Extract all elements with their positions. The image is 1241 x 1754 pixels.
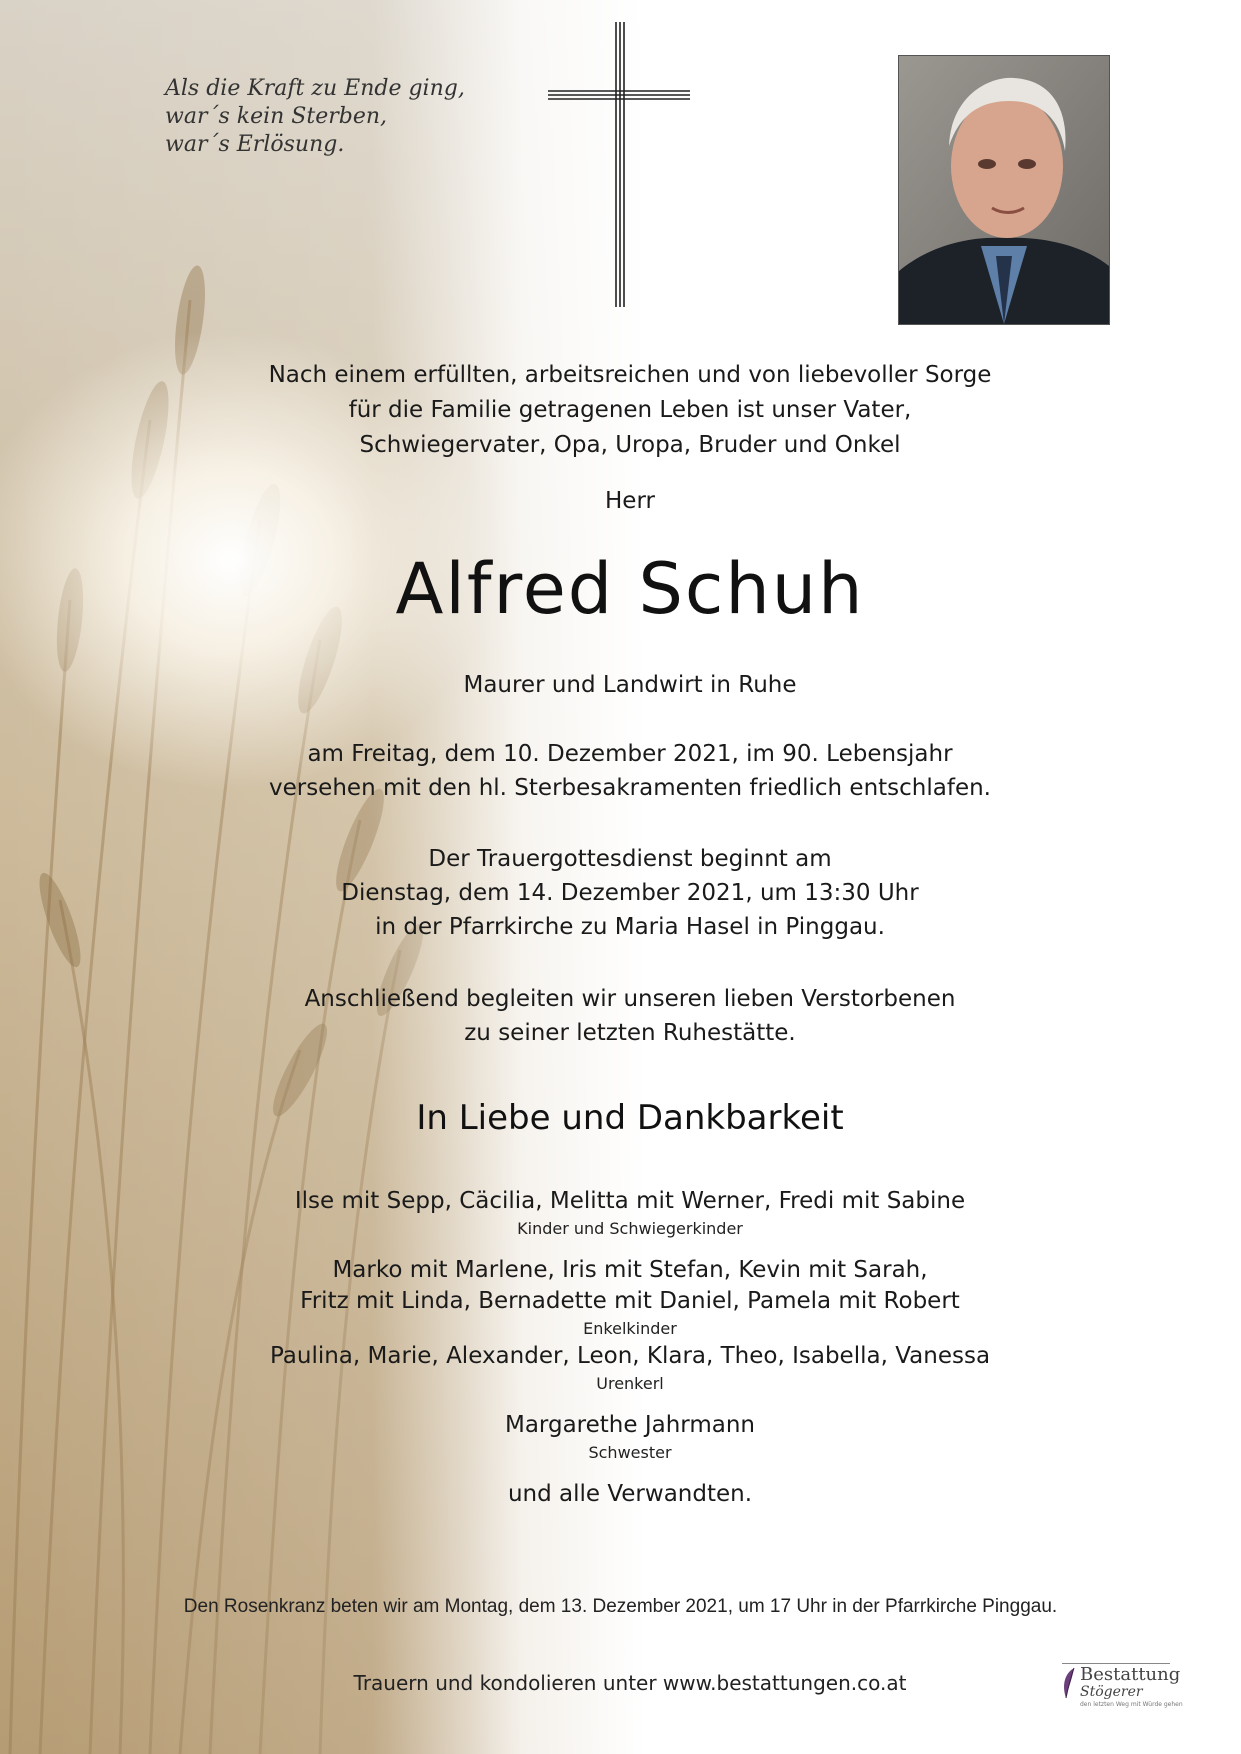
funeral-home-logo (1062, 1660, 1182, 1710)
rosary-notice: Den Rosenkranz beten wir am Montag, dem 13. Dezember 2021, um 17 Uhr in der Pfarrkirche Pinggau. (183, 1596, 1058, 1617)
poem-line: war´s kein Sterben, (165, 104, 388, 129)
logo-tagline: den letzten Weg mit Würde gehen (1080, 1701, 1183, 1708)
death-line: am Freitag, dem 10. Dezember 2021, im 90. Lebensjahr (307, 741, 953, 767)
service-line: Dienstag, dem 14. Dezember 2021, um 13:30 Uhr (341, 880, 919, 906)
poem-line: war´s Erlösung. (165, 132, 345, 157)
salutation: Herr (605, 488, 655, 514)
burial-notice (220, 982, 1040, 1050)
sister-label: Schwester (588, 1443, 672, 1462)
great-grandchildren-names: Paulina, Marie, Alexander, Leon, Klara, Theo, Isabella, Vanessa (269, 1343, 991, 1369)
burial-line: Anschließend begleiten wir unseren lieben Verstorbenen (304, 986, 956, 1012)
death-line: versehen mit den hl. Sterbesakramenten friedlich entschlafen. (268, 775, 991, 801)
sister-name: Margarethe Jahrmann (504, 1412, 755, 1438)
intro-line: Schwiegervater, Opa, Uropa, Bruder und Onkel (359, 432, 901, 458)
death-notice (220, 737, 1040, 805)
funeral-service (220, 842, 1040, 944)
children-label: Kinder und Schwiegerkinder (517, 1219, 743, 1238)
intro-line: Nach einem erfüllten, arbeitsreichen und von liebevoller Sorge (268, 362, 992, 388)
intro-text (220, 358, 1040, 463)
mourners-list (220, 1186, 1040, 1510)
grandchildren-label: Enkelkinder (583, 1319, 677, 1338)
relatives-line: und alle Verwandten. (507, 1481, 753, 1507)
intro-line: für die Familie getragenen Leben ist unser Vater, (348, 397, 912, 423)
condolence-link[interactable]: Trauern und kondolieren unter www.bestattungen.co.at (353, 1671, 907, 1695)
great-grandchildren-label: Urenkerl (596, 1374, 664, 1393)
feather-icon (1062, 1666, 1076, 1700)
service-line: in der Pfarrkirche zu Maria Hasel in Pinggau. (375, 914, 885, 940)
gratitude-heading: In Liebe und Dankbarkeit (416, 1098, 844, 1138)
portrait-photo (898, 55, 1110, 325)
grandchildren-names: Marko mit Marlene, Iris mit Stefan, Kevin mit Sarah, (332, 1257, 928, 1283)
poem-line: Als die Kraft zu Ende ging, (165, 76, 465, 101)
burial-line: zu seiner letzten Ruhestätte. (464, 1020, 796, 1046)
grandchildren-names: Fritz mit Linda, Bernadette mit Daniel, Pamela mit Robert (300, 1288, 960, 1314)
deceased-name: Alfred Schuh (395, 548, 865, 630)
children-names: Ilse mit Sepp, Cäcilia, Melitta mit Werner, Fredi mit Sabine (294, 1188, 966, 1214)
logo-name: Stögerer (1080, 1684, 1143, 1700)
logo-brand: Bestattung (1080, 1664, 1181, 1685)
cross-icon (548, 22, 698, 307)
poem (165, 75, 495, 159)
service-line: Der Trauergottesdienst beginnt am (428, 846, 832, 872)
occupation: Maurer und Landwirt in Ruhe (463, 672, 797, 698)
